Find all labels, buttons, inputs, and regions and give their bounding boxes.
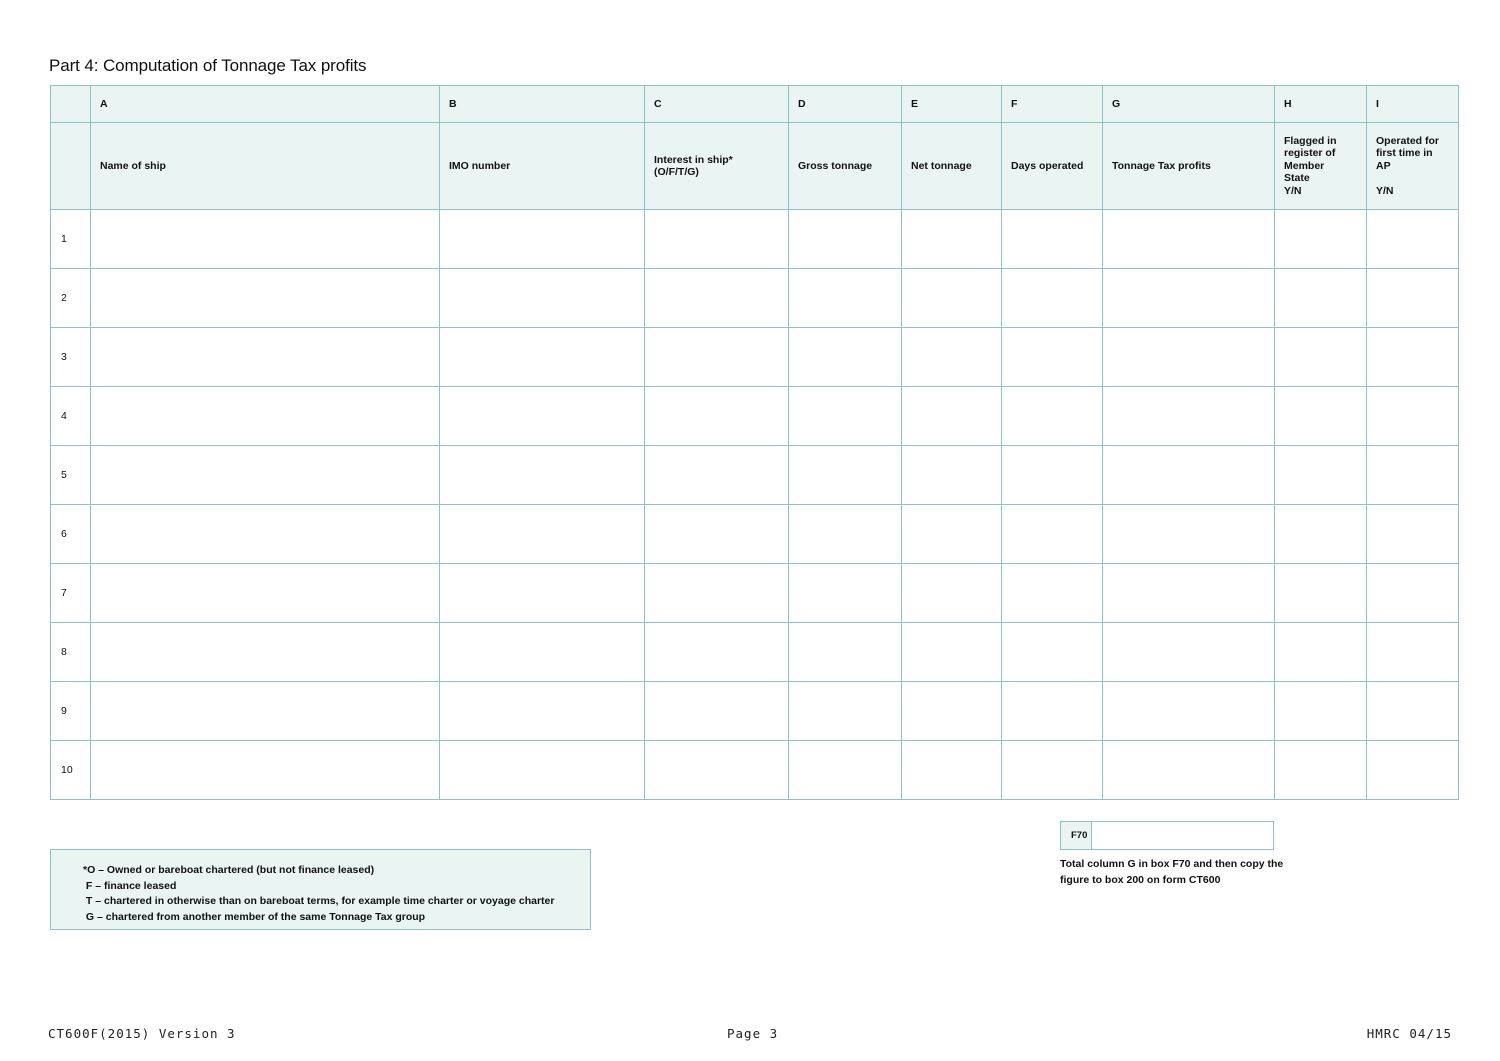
legend-line: T – chartered in otherwise than on bareboat terms, for example time charter or voyage charter <box>83 895 555 908</box>
entry-cell-d[interactable] <box>789 505 902 564</box>
column-header-interest-in-ship: Interest in ship* (O/F/T/G) <box>645 123 789 210</box>
entry-cell-g[interactable] <box>1103 269 1275 328</box>
entry-cell-c[interactable] <box>645 269 789 328</box>
column-header-gross-tonnage: Gross tonnage <box>789 123 902 210</box>
row-number: 10 <box>51 741 91 800</box>
entry-cell-g[interactable] <box>1103 741 1275 800</box>
entry-cell-e[interactable] <box>902 623 1002 682</box>
corner-cell <box>51 86 91 123</box>
entry-cell-h[interactable] <box>1275 505 1367 564</box>
entry-cell-c[interactable] <box>645 741 789 800</box>
entry-cell-a[interactable] <box>91 269 440 328</box>
entry-cell-e[interactable] <box>902 682 1002 741</box>
tonnage-tax-table <box>50 85 1459 800</box>
entry-cell-g[interactable] <box>1103 387 1275 446</box>
entry-cell-f[interactable] <box>1002 741 1103 800</box>
column-letter: A <box>91 86 440 123</box>
entry-cell-c[interactable] <box>645 328 789 387</box>
entry-cell-h[interactable] <box>1275 623 1367 682</box>
entry-cell-b[interactable] <box>440 210 645 269</box>
entry-cell-f[interactable] <box>1002 269 1103 328</box>
entry-cell-i[interactable] <box>1367 564 1459 623</box>
entry-cell-b[interactable] <box>440 446 645 505</box>
entry-cell-c[interactable] <box>645 505 789 564</box>
f70-input[interactable] <box>1092 822 1273 849</box>
entry-cell-i[interactable] <box>1367 741 1459 800</box>
entry-cell-a[interactable] <box>91 446 440 505</box>
entry-cell-b[interactable] <box>440 741 645 800</box>
entry-cell-d[interactable] <box>789 210 902 269</box>
entry-cell-a[interactable] <box>91 328 440 387</box>
entry-cell-e[interactable] <box>902 446 1002 505</box>
entry-cell-g[interactable] <box>1103 682 1275 741</box>
table-row <box>51 387 1459 446</box>
row-number: 2 <box>51 269 91 328</box>
entry-cell-e[interactable] <box>902 269 1002 328</box>
legend-line: F – finance leased <box>83 879 177 892</box>
row-number: 1 <box>51 210 91 269</box>
row-number: 3 <box>51 328 91 387</box>
column-header-name-of-ship: Name of ship <box>91 123 440 210</box>
entry-cell-b[interactable] <box>440 269 645 328</box>
entry-cell-a[interactable] <box>91 210 440 269</box>
entry-cell-f[interactable] <box>1002 564 1103 623</box>
row-number: 9 <box>51 682 91 741</box>
table-row <box>51 210 1459 269</box>
entry-cell-h[interactable] <box>1275 328 1367 387</box>
column-header-row <box>51 123 1459 210</box>
entry-cell-h[interactable] <box>1275 741 1367 800</box>
table-row <box>51 269 1459 328</box>
entry-cell-d[interactable] <box>789 623 902 682</box>
page-title: Part 4: Computation of Tonnage Tax profits <box>49 56 367 75</box>
entry-cell-b[interactable] <box>440 505 645 564</box>
column-letter: H <box>1275 86 1367 123</box>
corner-cell <box>51 123 91 210</box>
row-number: 8 <box>51 623 91 682</box>
legend-line: G – chartered from another member of the same Tonnage Tax group <box>83 911 426 924</box>
hmrc-date: HMRC 04/15 <box>1366 1026 1452 1041</box>
entry-cell-h[interactable] <box>1275 210 1367 269</box>
entry-cell-a[interactable] <box>91 564 440 623</box>
f70-label: F70 <box>1061 822 1092 849</box>
entry-cell-g[interactable] <box>1103 623 1275 682</box>
table-row <box>51 564 1459 623</box>
entry-cell-b[interactable] <box>440 328 645 387</box>
f70-box <box>1060 821 1274 850</box>
entry-cell-b[interactable] <box>440 564 645 623</box>
table-row <box>51 741 1459 800</box>
entry-cell-h[interactable] <box>1275 387 1367 446</box>
entry-cell-b[interactable] <box>440 623 645 682</box>
entry-cell-g[interactable] <box>1103 505 1275 564</box>
column-letter: I <box>1367 86 1459 123</box>
table-row <box>51 623 1459 682</box>
column-header-operated-first-time: Operated for first time in AP Y/N <box>1367 123 1459 210</box>
entry-cell-c[interactable] <box>645 387 789 446</box>
column-letter: G <box>1103 86 1275 123</box>
interest-legend <box>50 849 591 930</box>
entry-cell-e[interactable] <box>902 328 1002 387</box>
entry-cell-c[interactable] <box>645 446 789 505</box>
column-header-net-tonnage: Net tonnage <box>902 123 1002 210</box>
column-header-flagged-in-register: Flagged in register of Member State Y/N <box>1275 123 1367 210</box>
entry-cell-c[interactable] <box>645 564 789 623</box>
entry-cell-b[interactable] <box>440 387 645 446</box>
entry-cell-e[interactable] <box>902 387 1002 446</box>
form-version: CT600F(2015) Version 3 <box>48 1026 236 1041</box>
entry-cell-e[interactable] <box>902 210 1002 269</box>
entry-cell-i[interactable] <box>1367 210 1459 269</box>
entry-cell-e[interactable] <box>902 505 1002 564</box>
entry-cell-f[interactable] <box>1002 210 1103 269</box>
entry-cell-f[interactable] <box>1002 505 1103 564</box>
entry-cell-i[interactable] <box>1367 446 1459 505</box>
row-number: 7 <box>51 564 91 623</box>
entry-cell-a[interactable] <box>91 623 440 682</box>
entry-cell-f[interactable] <box>1002 446 1103 505</box>
entry-cell-c[interactable] <box>645 682 789 741</box>
entry-cell-a[interactable] <box>91 387 440 446</box>
entry-cell-i[interactable] <box>1367 269 1459 328</box>
entry-cell-c[interactable] <box>645 210 789 269</box>
entry-cell-e[interactable] <box>902 741 1002 800</box>
entry-cell-d[interactable] <box>789 564 902 623</box>
entry-cell-d[interactable] <box>789 269 902 328</box>
column-letter: C <box>645 86 789 123</box>
entry-cell-i[interactable] <box>1367 505 1459 564</box>
entry-cell-a[interactable] <box>91 682 440 741</box>
entry-cell-g[interactable] <box>1103 564 1275 623</box>
entry-cell-d[interactable] <box>789 328 902 387</box>
entry-cell-f[interactable] <box>1002 328 1103 387</box>
entry-cell-f[interactable] <box>1002 387 1103 446</box>
entry-cell-g[interactable] <box>1103 446 1275 505</box>
entry-cell-d[interactable] <box>789 446 902 505</box>
column-letter: E <box>902 86 1002 123</box>
column-letter: B <box>440 86 645 123</box>
column-header-tonnage-tax-profits: Tonnage Tax profits <box>1103 123 1275 210</box>
column-letter: D <box>789 86 902 123</box>
entry-cell-e[interactable] <box>902 564 1002 623</box>
column-header-imo-number: IMO number <box>440 123 645 210</box>
entry-cell-h[interactable] <box>1275 269 1367 328</box>
entry-cell-d[interactable] <box>789 682 902 741</box>
entry-cell-i[interactable] <box>1367 623 1459 682</box>
entry-cell-i[interactable] <box>1367 387 1459 446</box>
entry-cell-g[interactable] <box>1103 210 1275 269</box>
f70-note: Total column G in box F70 and then copy the figure to box 200 on form CT600 <box>1060 858 1284 886</box>
row-number: 4 <box>51 387 91 446</box>
entry-cell-c[interactable] <box>645 623 789 682</box>
entry-cell-i[interactable] <box>1367 682 1459 741</box>
entry-cell-b[interactable] <box>440 682 645 741</box>
entry-cell-d[interactable] <box>789 741 902 800</box>
page-number: Page 3 <box>727 1026 779 1041</box>
column-letter: F <box>1002 86 1103 123</box>
table-row <box>51 328 1459 387</box>
entry-cell-h[interactable] <box>1275 682 1367 741</box>
entry-cell-f[interactable] <box>1002 682 1103 741</box>
table-row <box>51 682 1459 741</box>
column-header-days-operated: Days operated <box>1002 123 1103 210</box>
entry-cell-a[interactable] <box>91 505 440 564</box>
table-body <box>51 210 1459 800</box>
entry-cell-g[interactable] <box>1103 328 1275 387</box>
entry-cell-f[interactable] <box>1002 623 1103 682</box>
entry-cell-h[interactable] <box>1275 446 1367 505</box>
column-letter-row <box>51 86 1459 123</box>
entry-cell-h[interactable] <box>1275 564 1367 623</box>
row-number: 5 <box>51 446 91 505</box>
entry-cell-a[interactable] <box>91 741 440 800</box>
legend-line: *O – Owned or bareboat chartered (but not finance leased) <box>83 864 375 876</box>
row-number: 6 <box>51 505 91 564</box>
entry-cell-d[interactable] <box>789 387 902 446</box>
table-row <box>51 505 1459 564</box>
entry-cell-i[interactable] <box>1367 328 1459 387</box>
table-row <box>51 446 1459 505</box>
